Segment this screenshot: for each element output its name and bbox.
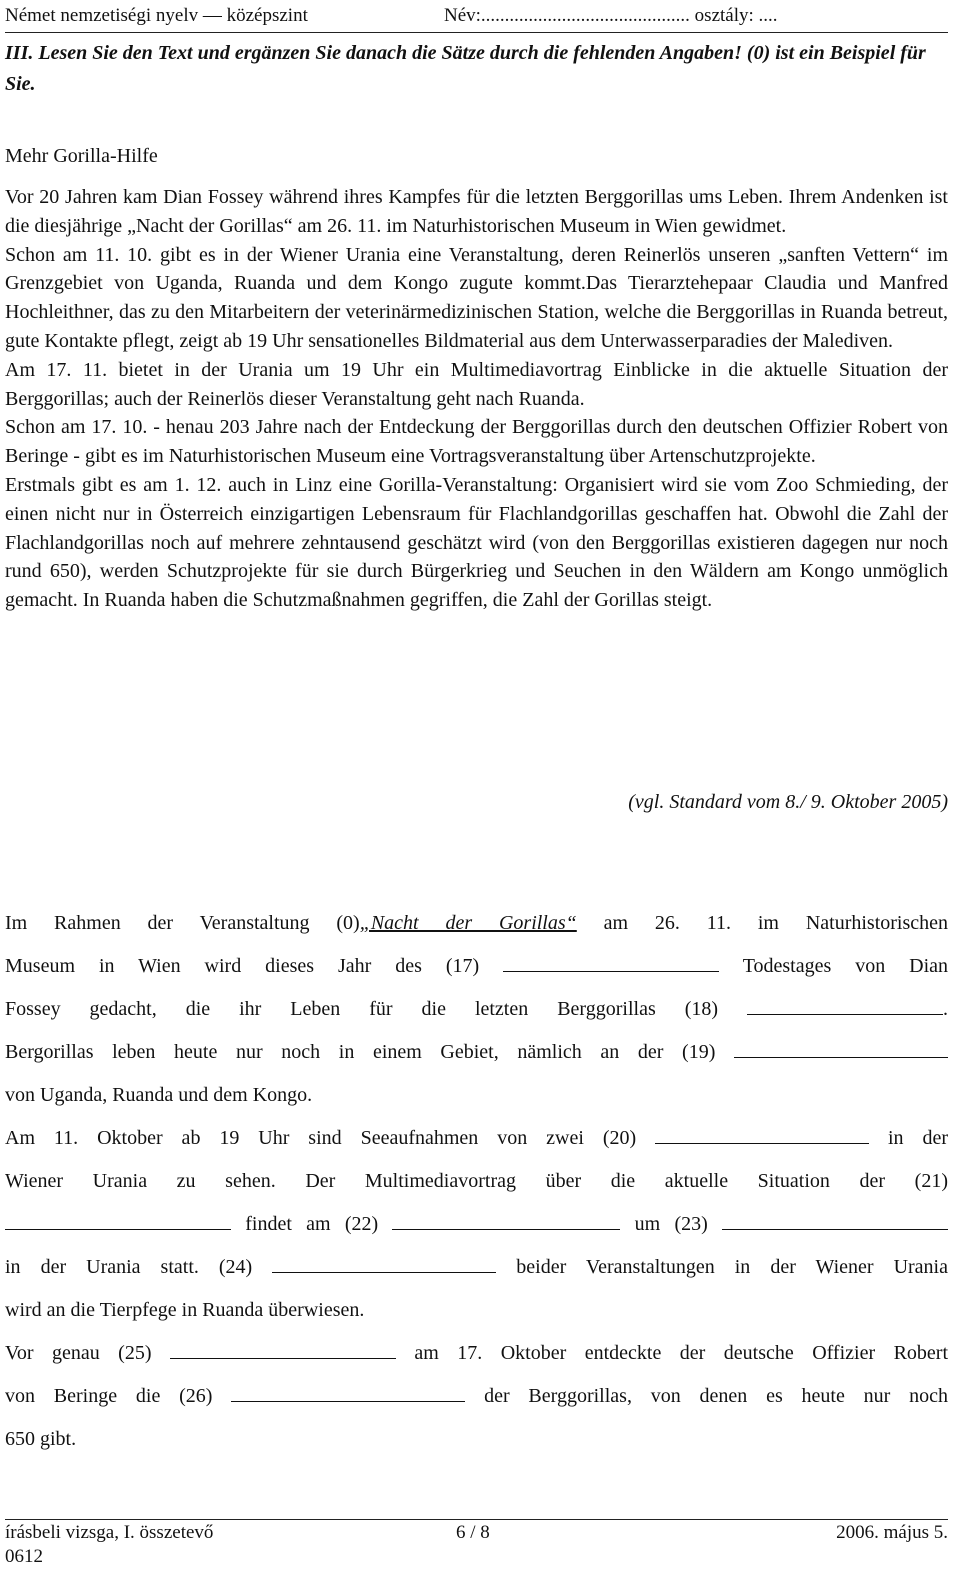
exercise-line-7 [5, 1160, 948, 1203]
article-paragraph: Erstmals gibt es am 1. 12. auch in Linz eine Gorilla-Veranstaltung: Organisiert wird sie vom Zoo Schmieding, der einen nicht nur in Österreich einzigartigen Lebensraum für Flachlandgorillas geschaffen hat. Obwohl die Zahl der Flachlandgorillas noch auf mehrere zehntausend geschätzt wird (von den Berggorillas existieren dagegen nur noch rund 650), werden Schutzprojekte für sie durch Bürgerkrieg und Seuchen in den Wäldern am Kongo unmöglich gemacht. In Ruanda haben die Schutzmaßnahmen gegriffen, die Zahl der Gorillas steigt. [5, 473, 948, 612]
footer-code: 0612 [5, 1546, 43, 1567]
footer-exam-part: írásbeli vizsga, I. összetevő [5, 1522, 214, 1543]
article-paragraph: Vor 20 Jahren kam Dian Fossey während ihres Kampfes für die letzten Berggorillas ums Leben. Ihrem Andenken ist die diesjährige „Nacht der Gorillas“ am 26. 11. im Naturhistorischen Museum in Wien gewidmet. [5, 186, 948, 237]
exercise-line-4 [5, 1031, 948, 1074]
exercise-text: von Beringe die (26) [5, 1385, 213, 1407]
exercise-text: Todestages von Dian [742, 955, 949, 977]
exam-page [5, 0, 948, 1581]
article-body [5, 183, 948, 615]
exercise-line-12 [5, 1375, 948, 1418]
header-subject: Német nemzetiségi nyelv — középszint [5, 5, 308, 26]
exercise-line-10 [5, 1289, 948, 1332]
exercise-line-2 [5, 945, 948, 988]
answer-blank-21[interactable] [5, 1207, 231, 1230]
header-rule [5, 32, 948, 33]
exercise-text: Vor genau (25) [5, 1342, 152, 1364]
exercise-text: findet am (22) [245, 1213, 379, 1235]
answer-blank-19[interactable] [734, 1035, 948, 1058]
answer-blank-22[interactable] [392, 1207, 620, 1230]
exercise-text: der Berggorillas, von denen es heute nur noch [484, 1385, 949, 1407]
exercise-text: Fossey gedacht, die ihr Leben für die letzten Berggorillas (18) [5, 998, 719, 1020]
article-paragraph: Schon am 17. 10. - henau 203 Jahre nach der Entdeckung der Berggorillas durch den deutschen Offizier Robert von Beringe - gibt es im Naturhistorischen Museum eine Vortragsveranstaltung über Artenschutzprojekte. [5, 416, 948, 468]
article-source: (vgl. Standard vom 8./ 9. Oktober 2005) [628, 791, 948, 813]
exercise-text: in der [887, 1127, 948, 1149]
answer-blank-17[interactable] [503, 949, 719, 972]
exercise-text: Museum in Wien wird dieses Jahr des (17) [5, 955, 480, 977]
footer-rule [5, 1519, 948, 1520]
exercise-text: um (23) [634, 1213, 708, 1235]
exercise-text: von Uganda, Ruanda und dem Kongo. [5, 1084, 313, 1106]
article-paragraph: Schon am 11. 10. gibt es in der Wiener Urania eine Veranstaltung, deren Reinerlös unseren „sanften Vettern“ im Grenzgebiet von Uganda, Ruanda und dem Kongo zugute kommt.Das Tierarztehepaar Claudia und Manfred Hochleithner, das zu den Mitarbeitern der veterinärmedizinischen Station, welche die Berggorillas in Ruanda betreut, gute Kontakte pflegt, zeigt ab 19 Uhr sensationelles Bildmaterial aus dem Unterwasserparadies der Malediven. [5, 243, 948, 352]
exercise-text: beider Veranstaltungen in der Wiener Urania [516, 1256, 948, 1278]
page-header [5, 2, 948, 32]
answer-blank-26[interactable] [231, 1379, 465, 1402]
task-instruction: III. Lesen Sie den Text und ergänzen Sie danach die Sätze durch die fehlenden Angaben! (0) ist ein Beispiel für Sie. [5, 42, 926, 95]
footer-page-number: 6 / 8 [456, 1522, 490, 1543]
exercise-text: Wiener Urania zu sehen. Der Multimediavortrag über die aktuelle Situation der (21) [5, 1170, 948, 1192]
exercise-line-11 [5, 1332, 948, 1375]
exercise-text: am 26. 11. im Naturhistorischen [603, 912, 949, 934]
exercise-text: Am 11. Oktober ab 19 Uhr sind Seeaufnahmen von zwei (20) [5, 1127, 637, 1149]
exercise-line-3 [5, 988, 948, 1031]
exercise-text: wird an die Tierpfege in Ruanda überwiesen. [5, 1299, 365, 1321]
exercise-line-9 [5, 1246, 948, 1289]
exercise-text: Bergorillas leben heute nur noch in einem Gebiet, nämlich an der (19) [5, 1041, 716, 1063]
answer-blank-20[interactable] [655, 1121, 869, 1144]
answer-blank-24[interactable] [272, 1250, 496, 1273]
article-paragraph: Am 17. 11. bietet in der Urania um 19 Uhr ein Multimediavortrag Einblicke in die aktuelle Situation der Berggorillas; auch der Reinerlös dieser Veranstaltung geht nach Ruanda. [5, 358, 948, 410]
example-answer: „Nacht der Gorillas“ [359, 912, 577, 934]
exercise-text: . [943, 998, 949, 1020]
exercise-line-5 [5, 1074, 948, 1117]
exercise-text: 650 gibt. [5, 1428, 77, 1450]
exercise-text: in der Urania statt. (24) [5, 1256, 253, 1278]
answer-blank-23[interactable] [722, 1207, 948, 1230]
answer-blank-18[interactable] [747, 992, 943, 1015]
exercise-line-13 [5, 1418, 948, 1461]
exercise-line-1 [5, 902, 948, 945]
exercise-line-8 [5, 1203, 948, 1246]
exercise-text: am 17. Oktober entdeckte der deutsche Offizier Robert [414, 1342, 949, 1364]
exercise-text: Im Rahmen der Veranstaltung (0) [5, 912, 360, 934]
answer-blank-25[interactable] [170, 1336, 396, 1359]
footer-date: 2006. május 5. [836, 1522, 948, 1543]
header-name-class: Név:............................................ osztály: .... [444, 5, 778, 26]
gap-fill-exercise [5, 902, 948, 1461]
exercise-line-6 [5, 1117, 948, 1160]
article-title: Mehr Gorilla-Hilfe [5, 145, 158, 167]
